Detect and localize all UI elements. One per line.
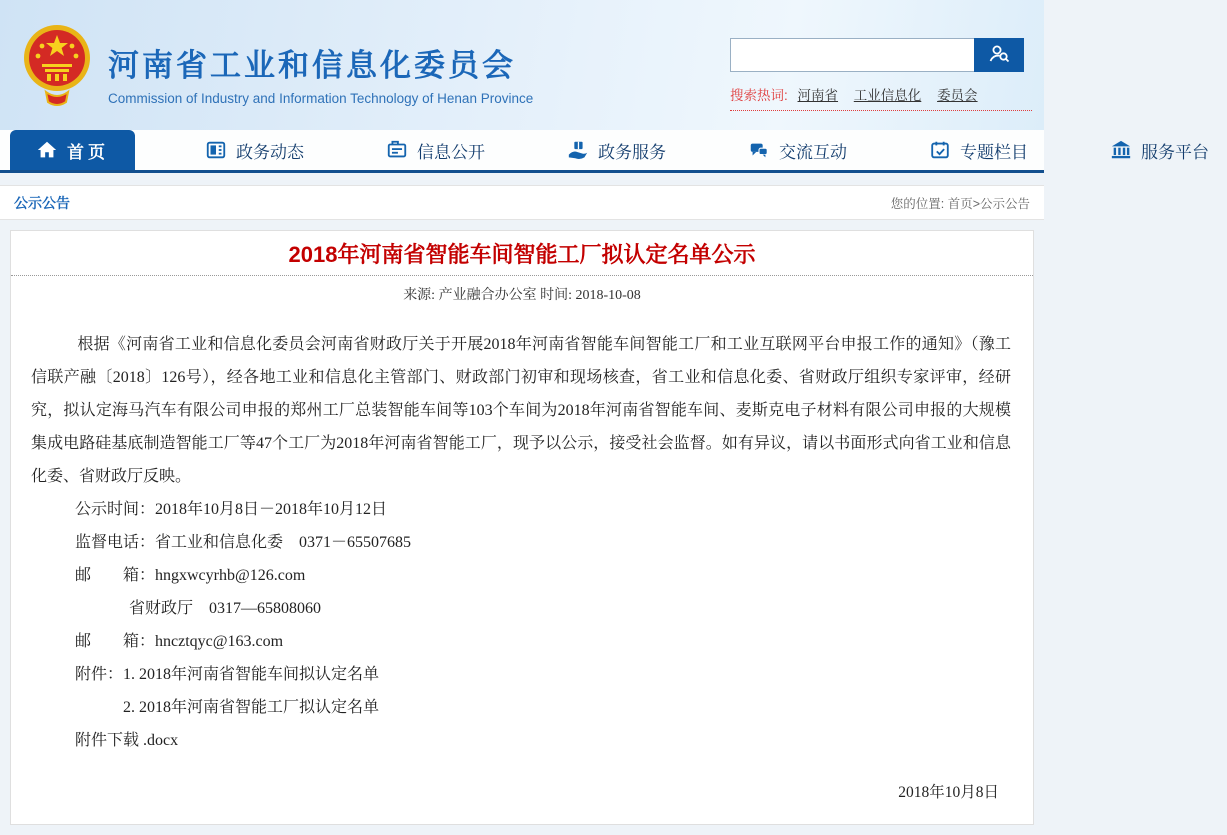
search-input[interactable] — [730, 38, 974, 72]
nav-item-label: 政务动态 — [236, 142, 304, 162]
logo-row — [22, 22, 533, 108]
article-title: 2018年河南省智能车间智能工厂拟认定名单公示 — [11, 231, 1033, 276]
publicity-period-line: 公示时间：2018年10月8日－2018年10月12日 — [75, 501, 388, 518]
attachment-line-2: 2. 2018年河南省智能工厂拟认定名单 — [123, 699, 380, 716]
article-meta: 来源: 产业融合办公室 时间: 2018-10-08 — [403, 288, 641, 303]
site-title: 河南省工业和信息化委员会 — [108, 48, 516, 83]
search-hotwords — [730, 84, 1032, 111]
bank-icon — [1110, 139, 1132, 161]
site-titles — [108, 22, 533, 106]
nav-item-platform[interactable] — [1092, 130, 1227, 170]
nav-item-interaction[interactable] — [730, 130, 865, 170]
breadcrumb — [891, 194, 1030, 212]
finance-dept-phone-line: 省财政厅 0317—65808060 — [129, 600, 322, 617]
article-paragraph: 根据《河南省工业和信息化委员会河南省财政厅关于开展2018年河南省智能车间智能工厂和工业互联网平台申报工作的通知》（豫工信联产融〔2018〕126号），经各地工业和信息化主管部门、财政部门初审和现场核查，省工业和信息化委、省财政厅组织专家评审，经研究，拟认定海马汽车有限公司申报的郑州工厂总装智能车间等103个车间为2018年河南省智能车间、麦斯克电子材料有限公司申报的大规模集成电路硅基底制造智能工厂等47个工厂为2018年河南省智能工厂，现予以公示，接受社会监督。如有异议，请以书面形式向省工业和信息化委、省财政厅反映。 — [31, 336, 1011, 485]
attachment-download-link[interactable]: 附件下载 .docx — [75, 732, 179, 749]
email-line: 邮 箱：hncztqyc@163.com — [75, 633, 284, 650]
calendar-check-icon — [929, 139, 951, 161]
nav-item-label: 政务服务 — [598, 142, 666, 162]
attachment-line-1: 附件：1. 2018年河南省智能车间拟认定名单 — [75, 666, 380, 683]
nav-item-info[interactable] — [368, 130, 503, 170]
hotword-link[interactable]: 河南省 — [797, 88, 839, 103]
email-line: 邮 箱：hngxwcyrhb@126.com — [75, 567, 306, 584]
nav-breadcrumb-gap — [0, 173, 1044, 185]
site-header — [0, 0, 1044, 130]
search-area — [730, 38, 1032, 111]
chat-bubbles-icon — [748, 139, 770, 161]
nav-item-label: 服务平台 — [1141, 142, 1209, 162]
article-date: 2018年10月8日 — [898, 784, 999, 801]
nav-item-topics[interactable] — [911, 130, 1046, 170]
article-content-box — [10, 230, 1034, 825]
breadcrumb-path[interactable]: 首页>公示公告 — [947, 196, 1030, 211]
nav-item-label: 首页 — [67, 142, 109, 162]
hotword-link[interactable]: 工业信息化 — [853, 88, 922, 103]
search-button[interactable] — [974, 38, 1024, 72]
breadcrumb-label: 您的位置: — [890, 196, 945, 211]
section-title[interactable]: 公示公告 — [14, 194, 70, 211]
info-board-icon — [386, 139, 408, 161]
news-icon — [205, 139, 227, 161]
nav-item-label: 信息公开 — [417, 142, 485, 162]
nav-item-news[interactable] — [187, 130, 322, 170]
nav-item-home[interactable] — [10, 130, 135, 170]
main-nav — [0, 130, 1209, 173]
search-hotwords-label: 搜索热词: — [730, 88, 788, 103]
breadcrumb-bar — [0, 185, 1044, 220]
user-search-icon — [987, 42, 1011, 69]
hotword-link[interactable]: 委员会 — [937, 88, 978, 103]
hand-box-icon — [567, 139, 589, 161]
national-emblem-logo — [22, 22, 92, 108]
nav-item-label: 交流互动 — [779, 142, 847, 162]
nav-item-services[interactable] — [549, 130, 684, 170]
article-body — [11, 310, 1033, 757]
home-icon — [36, 139, 58, 161]
site-subtitle: Commission of Industry and Information Technology of Henan Province — [108, 91, 534, 106]
supervision-phone-line: 监督电话：省工业和信息化委 0371－65507685 — [75, 534, 412, 551]
nav-item-label: 专题栏目 — [960, 142, 1028, 162]
